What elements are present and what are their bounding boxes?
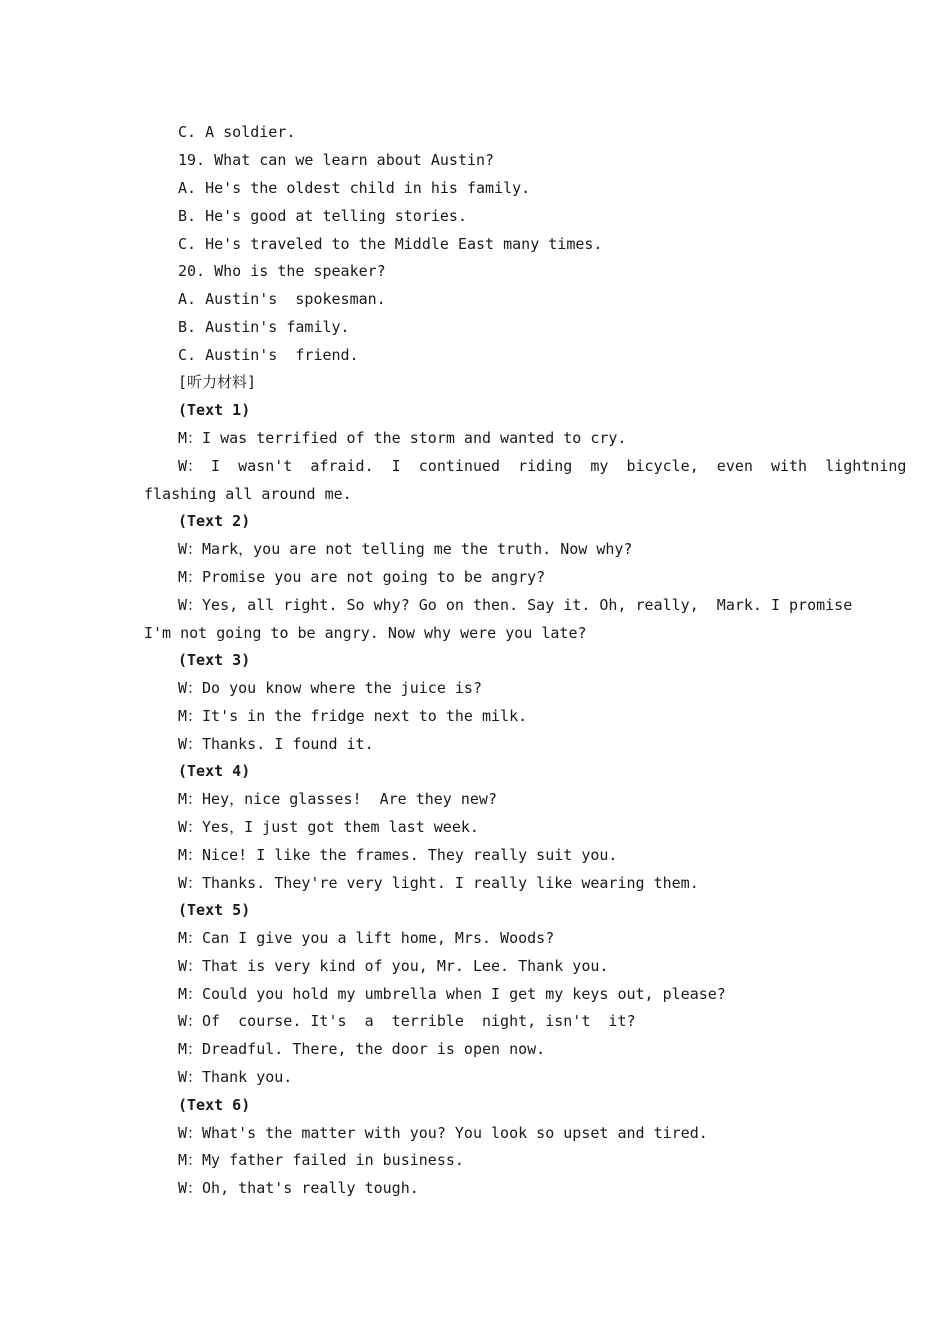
dialogue-line: M：It's in the fridge next to the milk.: [178, 707, 528, 725]
option-line: C. Austin's friend.: [178, 346, 359, 364]
dialogue-line: M：Could you hold my umbrella when I get my keys out, please?: [178, 985, 726, 1003]
section-heading: [听力材料]: [178, 373, 257, 391]
dialogue-line: W： I wasn't afraid. I continued riding my bicycle, even with lightning: [178, 457, 907, 475]
option-line: B. He's good at telling stories.: [178, 207, 467, 225]
text-heading: (Text 2): [178, 512, 251, 530]
question-line: 20. Who is the speaker?: [178, 262, 386, 280]
dialogue-line: M：Can I give you a lift home, Mrs. Woods?: [178, 929, 555, 947]
dialogue-line: W：Do you know where the juice is?: [178, 679, 482, 697]
option-line: C. He's traveled to the Middle East many times.: [178, 235, 603, 253]
option-line: C. A soldier.: [178, 123, 296, 141]
dialogue-line: W：Of course. It's a terrible night, isn't it?: [178, 1012, 636, 1030]
option-line: A. Austin's spokesman.: [178, 290, 386, 308]
dialogue-line: M：Promise you are not going to be angry?: [178, 568, 546, 586]
text-heading: (Text 5): [178, 901, 251, 919]
dialogue-line: W：That is very kind of you, Mr. Lee. Thank you.: [178, 957, 609, 975]
option-line: A. He's the oldest child in his family.: [178, 179, 531, 197]
text-heading: (Text 1): [178, 401, 251, 419]
dialogue-line: W：Yes，I just got them last week.: [178, 818, 479, 836]
dialogue-line: W：Mark，you are not telling me the truth. Now why?: [178, 540, 633, 558]
dialogue-line-continued: flashing all around me.: [144, 485, 352, 503]
dialogue-line: M：I was terrified of the storm and wanted to cry.: [178, 429, 627, 447]
text-heading: (Text 4): [178, 762, 251, 780]
question-line: 19. What can we learn about Austin?: [178, 151, 495, 169]
dialogue-line: M：Nice! I like the frames. They really suit you.: [178, 846, 618, 864]
dialogue-line: M：Dreadful. There, the door is open now.: [178, 1040, 546, 1058]
text-heading: (Text 3): [178, 651, 251, 669]
dialogue-line-continued: I'm not going to be angry. Now why were you late?: [144, 624, 587, 642]
option-line: B. Austin's family.: [178, 318, 350, 336]
dialogue-line: M：My father failed in business.: [178, 1151, 464, 1169]
dialogue-line: W：Thanks. They're very light. I really like wearing them.: [178, 874, 699, 892]
dialogue-line: M：Hey，nice glasses! Are they new?: [178, 790, 497, 808]
dialogue-line: W：Oh, that's really tough.: [178, 1179, 419, 1197]
dialogue-line: W：What's the matter with you? You look so upset and tired.: [178, 1124, 708, 1142]
text-heading: (Text 6): [178, 1096, 251, 1114]
dialogue-line: W：Thanks. I found it.: [178, 735, 374, 753]
dialogue-line: W：Yes, all right. So why? Go on then. Say it. Oh, really, Mark. I promise: [178, 596, 853, 614]
dialogue-line: W：Thank you.: [178, 1068, 293, 1086]
